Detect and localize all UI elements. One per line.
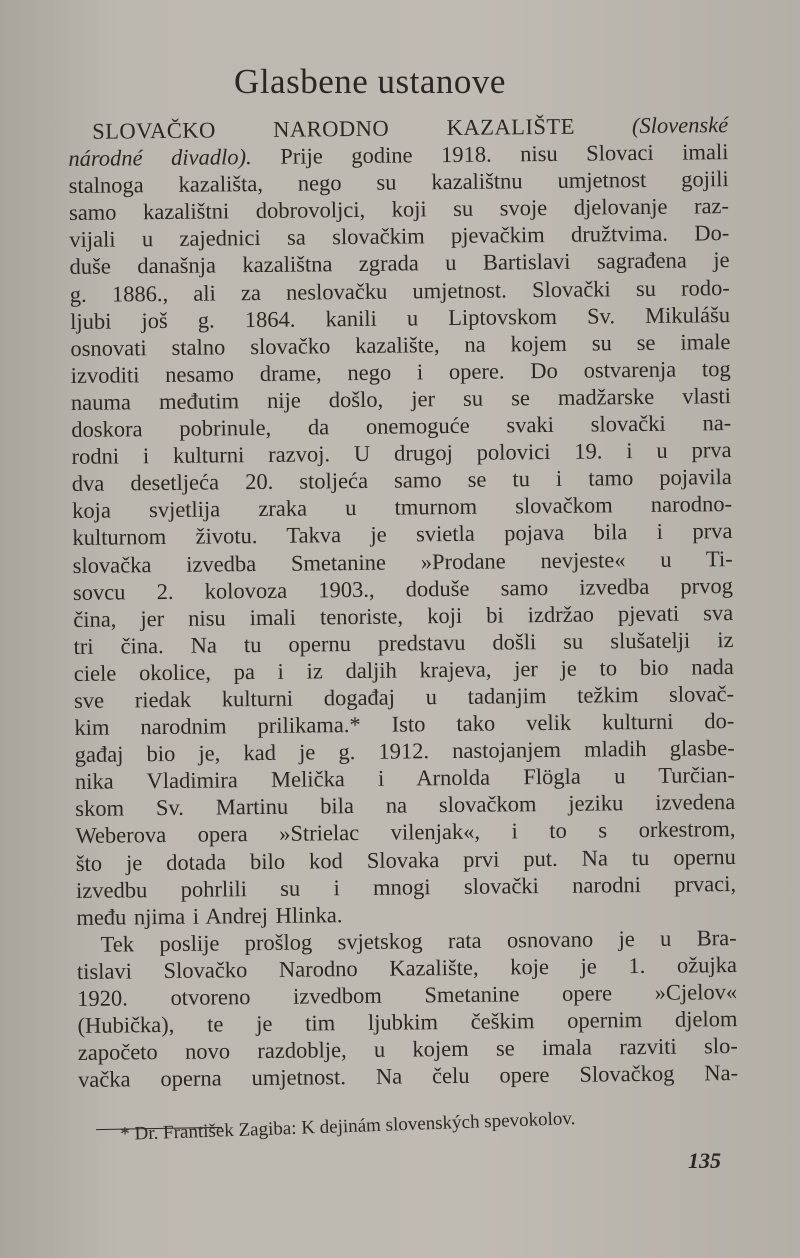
page-number: 135	[688, 1148, 721, 1173]
text-line-rest: Prije godine 1918. nisu Slovaci imali	[280, 139, 729, 169]
text-line: koja svjetlija zraka u tmurnom slovačkom narodno-	[71, 491, 733, 524]
text-line: g. 1886., ali za neslovačku umjetnost. Slovački su rodo-	[69, 274, 730, 307]
text-line: među njima i Andrej Hlinka.	[76, 901, 343, 930]
text-line: nika Vladimira Melička i Arnolda Flögla u Turčian-	[74, 762, 736, 795]
page-heading: Glasbene ustanove	[234, 62, 506, 101]
body-text	[68, 111, 738, 1093]
text-line: (Hubička), te je tim ljubkim češkim opernim djelom	[77, 1006, 738, 1039]
paragraph-1	[69, 165, 737, 930]
text-line: vijali u zajednici sa slovačkim pjevačkim družtvima. Do-	[69, 220, 730, 253]
text-line: dva desetljeća 20. stoljeća samo se tu i tamo pojavila	[71, 464, 732, 497]
footnote: * Dr. František Zagiba: K dejinám slovenských spevokolov.	[120, 1108, 576, 1145]
text-line: rodni i kulturni razvoj. U drugoj polovici 19. i u prva	[71, 437, 732, 470]
text-line: nauma međutim nije došlo, jer su se madžarske vlasti	[70, 383, 732, 415]
text-line: kim narodnim prilikama.* Isto tako velik kulturni do-	[74, 708, 735, 741]
text-line: tri čina. Na tu opernu predstavu došli su slušatelji iz	[73, 626, 734, 659]
text-line: Weberova opera »Strielac vilenjak«, i to s orkestrom,	[75, 816, 736, 849]
text-line: stalnoga kazališta, nego su kazalištnu umjetnost gojili	[68, 166, 729, 199]
text-line: doskora pobrinule, da onemoguće svaki slovački na-	[71, 410, 732, 443]
text-line: sve riedak kulturni događaj u tadanjim težkim slovač-	[73, 681, 735, 713]
text-line: sovcu 2. kolovoza 1903., doduše samo izvedba prvog	[72, 572, 734, 605]
text-line: čina, jer nisu imali tenoriste, koji bi izdržao pjevati sva	[73, 599, 734, 632]
text-line: započeto novo razdoblje, u kojem se imala razviti slo-	[77, 1033, 738, 1066]
text-line: skom Sv. Martinu bila na slovačkom jeziku izvedena	[75, 789, 736, 822]
text-line: slovačka izvedba Smetanine »Prodane nevjeste« u Ti-	[72, 545, 733, 578]
section-title-caps: SLOVAČKO NARODNO KAZALIŠTE	[92, 113, 576, 144]
text-line: izvedbu pohrlili su i mnogi slovački narodni prvaci,	[75, 870, 737, 903]
text-line: ljubi još g. 1864. kanili u Liptovskom Sv. Mikulášu	[69, 301, 731, 334]
text-line: gađaj bio je, kad je g. 1912. nastojanjem mladih glasbe-	[74, 735, 735, 768]
text-line: vačka operna umjetnost. Na čelu opere Slovačkog Na-	[77, 1060, 739, 1093]
text-line: kulturnom životu. Takva je svietla pojava bila i prva	[72, 518, 733, 551]
text-line: osnovati stalno slovačko kazalište, na kojem su se imale	[70, 328, 731, 361]
text-line: samo kazalištni dobrovoljci, koji su svoje djelovanje raz-	[68, 193, 730, 226]
text-line: ciele okolice, pa i iz daljih krajeva, jer je to bio nada	[73, 653, 734, 686]
text-line: tislavi Slovačko Narodno Kazalište, koje je 1. ožujka	[76, 951, 738, 984]
paragraph-2	[77, 924, 739, 1093]
section-title-italic: (Slovenské	[631, 112, 729, 139]
text-line: Tek poslije prošlog svjetskog rata osnovano je u Bra-	[100, 924, 737, 957]
text-line: izvoditi nesamo drame, nego i opere. Do ostvarenja tog	[70, 355, 731, 388]
section-title-italic-cont: národné divadlo).	[68, 144, 252, 172]
text-line: duše današnja kazalištna zgrada u Bartislavi sagrađena je	[69, 247, 730, 280]
text-line: 1920. otvoreno izvedbom Smetanine opere »Cjelov«	[77, 979, 738, 1011]
text-line: što je dotada bilo kod Slovaka prvi put. Na tu opernu	[75, 843, 736, 876]
